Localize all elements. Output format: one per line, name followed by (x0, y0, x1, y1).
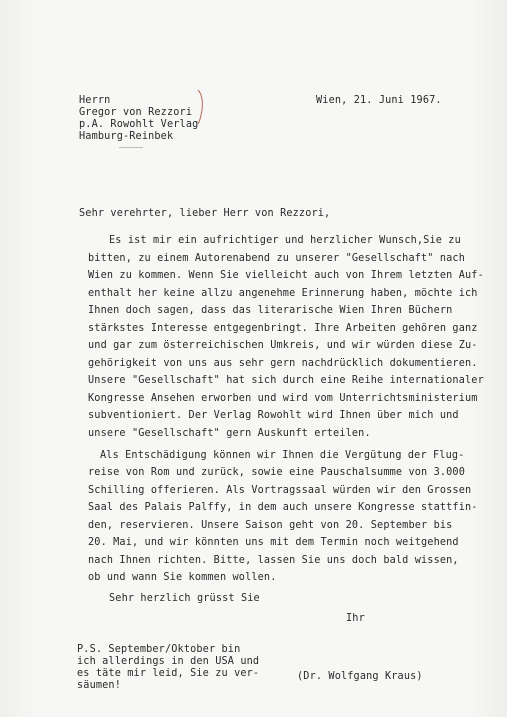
address-city: Hamburg-Reinbek (79, 131, 174, 142)
paragraph-line: Schilling offerieren. Als Vortragssaal würden wir den Grossen (88, 485, 472, 496)
paragraph-line: bitten, zu einem Autorenabend zu unserer "Gesellschaft" nach (88, 253, 466, 264)
paragraph-line: ob und wann Sie kommen wollen. (88, 572, 277, 583)
paragraph-line: reise von Rom und zurück, sowie eine Pauschalsumme von 3.000 (88, 467, 466, 478)
postscript-line: ich allerdings in den USA und (77, 656, 260, 667)
paragraph-line: 20. Mai, und wir könnten uns mit dem Termin noch weitgehend (88, 537, 459, 548)
paragraph-line: Wien zu kommen. Wenn Sie vielleicht auch von Ihrem letzten Auf- (88, 270, 484, 281)
paragraph-line: Ihnen doch sagen, dass das literarische Wien Ihren Büchern (88, 305, 453, 316)
address-recipient-name: Gregor von Rezzori (79, 107, 193, 118)
paragraph-line: und gar zum österreichischen Umkreis, und wir würden diese Zu- (88, 340, 478, 351)
paragraph-line: Unsere "Gesellschaft" hat sich durch eine Reihe internationaler (88, 375, 484, 386)
pencil-mark-icon (195, 88, 207, 126)
paragraph-line: Es ist mir ein aufrichtiger und herzlicher Wunsch,Sie zu (109, 235, 461, 246)
paragraph-line: unsere "Gesellschaft" gern Auskunft erteilen. (88, 428, 371, 439)
fold-mark (119, 147, 143, 148)
letter-date: Wien, 21. Juni 1967. (316, 95, 442, 106)
paragraph-line: stärkstes Interesse entgegenbringt. Ihre Arbeiten gehören ganz (88, 323, 478, 334)
postscript-line: säumen! (77, 680, 121, 691)
paragraph-line: nach Ihnen richten. Bitte, lassen Sie uns doch bald wissen, (88, 555, 459, 566)
signature-name: (Dr. Wolfgang Kraus) (297, 671, 423, 682)
paragraph-line: subventioniert. Der Verlag Rowohlt wird Ihnen über mich und (88, 410, 459, 421)
postscript-line: es täte mir leid, Sie zu ver- (77, 668, 260, 679)
paragraph-line: Kongresse Ansehen erworben und wird vom Unterrichtsministerium (88, 393, 478, 404)
salutation: Sehr verehrter, lieber Herr von Rezzori, (79, 208, 331, 219)
paragraph-line: Als Entschädigung können wir Ihnen die Vergütung der Flug- (100, 450, 465, 461)
closing-phrase: Sehr herzlich grüsst Sie (109, 593, 260, 604)
paragraph-line: den, reservieren. Unsere Saison geht von 20. September bis (88, 520, 453, 531)
closing-ihr: Ihr (346, 613, 365, 624)
paragraph-line: gehörigkeit von uns aus sehr gern nachdrücklich dokumentieren. (88, 358, 478, 369)
postscript-line: P.S. September/Oktober bin (77, 644, 241, 655)
address-recipient-title: Herrn (79, 95, 111, 106)
paragraph-line: enthalt her keine allzu angenehme Erinnerung haben, möchte ich (88, 288, 478, 299)
address-care-of: p.A. Rowohlt Verlag (79, 119, 199, 130)
paragraph-line: Saal des Palais Palffy, in dem auch unsere Kongresse stattfin- (88, 502, 478, 513)
